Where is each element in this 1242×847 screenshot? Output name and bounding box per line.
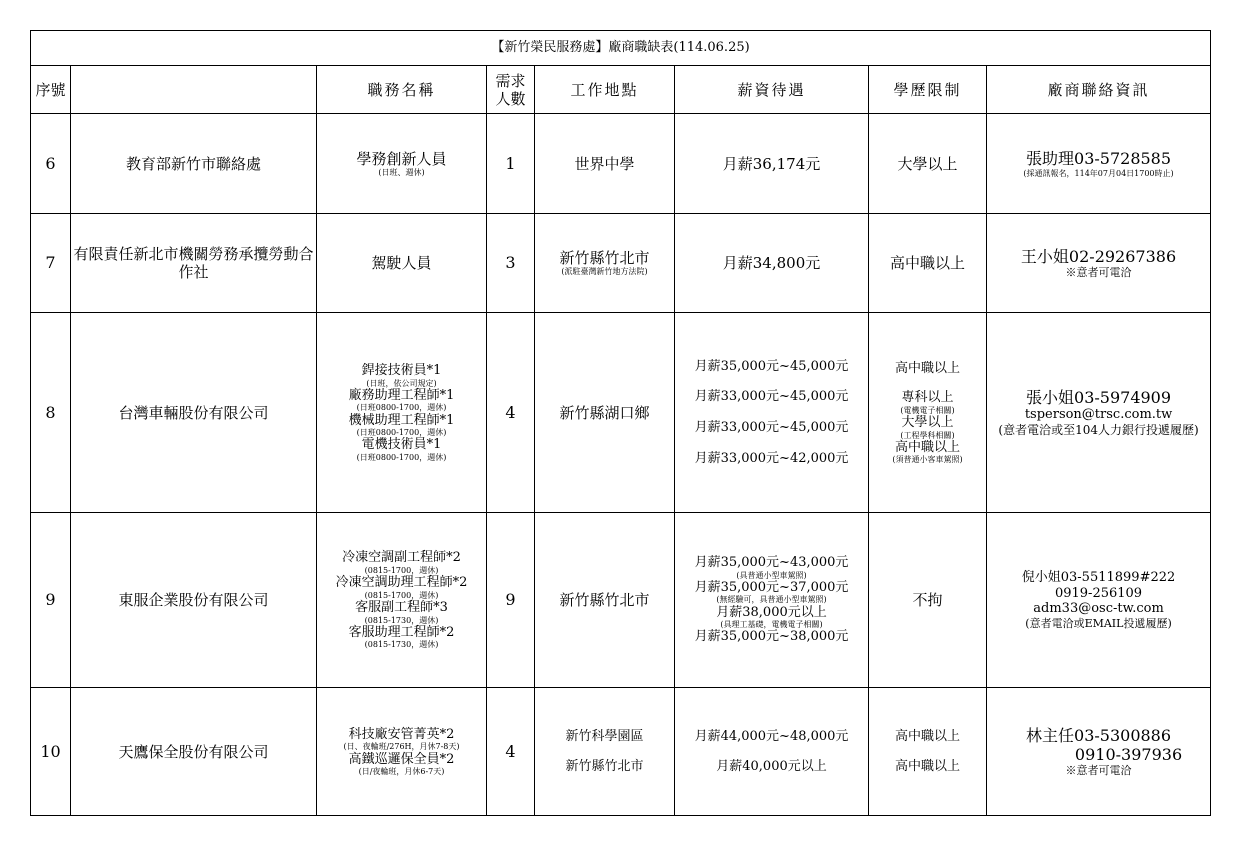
company-name: 台灣車輛股份有限公司 xyxy=(71,313,317,513)
contact-note: (採通訊報名，114年07月04日1700時止) xyxy=(1023,168,1174,178)
headcount: 4 xyxy=(487,688,535,816)
contact-phone: 0910-397936 xyxy=(1074,744,1183,764)
contact-phone: 0919-256109 xyxy=(1054,585,1143,601)
job-note: (日/夜輪班，月休6-7天) xyxy=(358,767,445,777)
salary: 月薪35,000元~45,000元 xyxy=(694,358,849,374)
header-index: 序號 xyxy=(31,66,71,114)
table-row xyxy=(31,688,1211,816)
contact-email: tsperson@trsc.com.tw xyxy=(1024,407,1173,423)
education: 大學以上 xyxy=(901,414,954,430)
salary-note: (無經驗可，具普通小型車駕照) xyxy=(716,595,827,605)
education: 高中職以上 xyxy=(894,360,960,376)
education-note: (電機電子相關) xyxy=(900,405,955,415)
salary-note: (具理工基礎，電機電子相關) xyxy=(720,620,823,630)
company-name: 有限責任新北市機關勞務承攬勞動合作社 xyxy=(71,214,317,313)
contact-note: (意者電洽或EMAIL投遞履歷) xyxy=(1025,616,1172,630)
headcount: 1 xyxy=(487,114,535,214)
job-note: (0815-1730，週休) xyxy=(364,615,439,625)
contact-cell xyxy=(987,214,1211,313)
job-vacancy-table xyxy=(30,30,1211,816)
table-row xyxy=(31,513,1211,688)
location-note: (派駐臺灣新竹地方法院) xyxy=(561,267,648,277)
salary: 月薪35,000元~38,000元 xyxy=(694,629,849,645)
job-title: 冷凍空調副工程師*2 xyxy=(342,550,461,566)
salary-cell xyxy=(675,313,869,513)
education-cell xyxy=(869,313,987,513)
contact-main: 倪小姐03-5511899#222 xyxy=(1021,570,1176,586)
job-cell xyxy=(317,688,487,816)
headcount: 4 xyxy=(487,313,535,513)
table-title: 【新竹榮民服務處】廠商職缺表(114.06.25) xyxy=(31,31,1211,66)
salary-cell xyxy=(675,688,869,816)
location-cell xyxy=(535,688,675,816)
company-name: 天鷹保全股份有限公司 xyxy=(71,688,317,816)
table-row xyxy=(31,313,1211,513)
job-note: (日班，依公司規定) xyxy=(366,378,437,388)
job-note: (日班0800-1700，週休) xyxy=(356,428,447,438)
company-name: 教育部新竹市聯絡處 xyxy=(71,114,317,214)
job-cell xyxy=(317,513,487,688)
job-cell xyxy=(317,313,487,513)
row-index: 7 xyxy=(31,214,71,313)
job-title: 電機技術員*1 xyxy=(361,437,442,453)
salary: 月薪33,000元~45,000元 xyxy=(694,420,849,435)
row-index: 9 xyxy=(31,513,71,688)
education: 大學以上 xyxy=(869,114,987,214)
contact-cell xyxy=(987,114,1211,214)
headcount: 3 xyxy=(487,214,535,313)
job-note: (0815-1730，週休) xyxy=(364,640,439,650)
work-location: 新竹科學園區 xyxy=(565,728,644,744)
salary: 月薪33,000元~45,000元 xyxy=(694,389,849,405)
row-index: 8 xyxy=(31,313,71,513)
job-note: (日、夜輪班/276H，月休7-8天) xyxy=(343,742,460,752)
location-cell xyxy=(535,214,675,313)
job-title: 學務創新人員 xyxy=(356,149,447,168)
work-location: 新竹縣竹北市 xyxy=(535,513,675,688)
job-cell xyxy=(317,114,487,214)
job-title: 機械助理工程師*1 xyxy=(348,412,455,428)
header-company xyxy=(71,66,317,114)
education-cell xyxy=(869,688,987,816)
contact-note: (意者電洽或至104人力銀行投遞履歷) xyxy=(998,422,1199,437)
job-title: 冷凍空調助理工程師*2 xyxy=(335,575,468,591)
job-note: (0815-1700，週休) xyxy=(364,566,439,576)
education-note: (工程學科相關) xyxy=(900,430,955,440)
job-title: 客服副工程師*3 xyxy=(355,600,448,615)
job-title: 駕駛人員 xyxy=(317,214,487,313)
education: 專科以上 xyxy=(901,390,954,406)
job-note: (0815-1700，週休) xyxy=(364,590,439,600)
education: 高中職以上 xyxy=(869,214,987,313)
headcount: 9 xyxy=(487,513,535,688)
contact-cell xyxy=(987,313,1211,513)
work-location: 新竹縣湖口鄉 xyxy=(535,313,675,513)
education: 不拘 xyxy=(869,513,987,688)
job-title: 科技廠安管菁英*2 xyxy=(348,726,455,742)
header-salary: 薪資待遇 xyxy=(675,66,869,114)
salary: 月薪38,000元以上 xyxy=(716,604,827,620)
contact-main: 張小姐03-5974909 xyxy=(1026,387,1172,407)
header-education: 學歷限制 xyxy=(869,66,987,114)
salary: 月薪35,000元~43,000元 xyxy=(694,555,849,571)
contact-main: 林主任03-5300886 xyxy=(1026,725,1172,745)
job-title: 客服助理工程師*2 xyxy=(348,624,455,640)
job-note: (日班0800-1700，週休) xyxy=(356,452,447,462)
work-location: 新竹縣竹北市 xyxy=(559,249,650,268)
company-name: 東服企業股份有限公司 xyxy=(71,513,317,688)
header-location: 工作地點 xyxy=(535,66,675,114)
row-index: 6 xyxy=(31,114,71,214)
education: 高中職以上 xyxy=(894,758,960,774)
contact-main: 王小姐02-29267386 xyxy=(1020,246,1177,266)
salary-cell xyxy=(675,513,869,688)
contact-main: 張助理03-5728585 xyxy=(1026,149,1172,169)
header-contact: 廠商聯絡資訊 xyxy=(987,66,1211,114)
table-row xyxy=(31,114,1211,214)
job-title: 高鐵巡邏保全員*2 xyxy=(348,751,455,767)
salary-note: (具普通小型車駕照) xyxy=(736,570,807,580)
contact-cell xyxy=(987,688,1211,816)
contact-note: ※意者可電洽 xyxy=(1065,266,1132,279)
row-index: 10 xyxy=(31,688,71,816)
work-location: 世界中學 xyxy=(535,114,675,214)
job-note: (日班、週休) xyxy=(378,167,425,177)
contact-note: ※意者可電洽 xyxy=(1065,764,1132,778)
job-title: 銲接技術員*1 xyxy=(361,362,442,378)
salary: 月薪36,174元 xyxy=(675,114,869,214)
education-note: (須普通小客車駕照) xyxy=(892,455,963,465)
job-note: (日班0800-1700，週休) xyxy=(356,403,447,413)
salary: 月薪40,000元以上 xyxy=(716,758,827,774)
education: 高中職以上 xyxy=(894,439,960,455)
header-job: 職務名稱 xyxy=(317,66,487,114)
header-count: 需求人數 xyxy=(487,66,535,114)
salary: 月薪33,000元~42,000元 xyxy=(694,450,849,466)
salary: 月薪44,000元~48,000元 xyxy=(694,728,849,744)
salary: 月薪34,800元 xyxy=(675,214,869,313)
contact-cell xyxy=(987,513,1211,688)
job-title: 廠務助理工程師*1 xyxy=(348,387,455,403)
contact-email: adm33@osc-tw.com xyxy=(1033,601,1164,617)
salary: 月薪35,000元~37,000元 xyxy=(694,579,849,595)
education: 高中職以上 xyxy=(894,728,960,744)
work-location: 新竹縣竹北市 xyxy=(565,758,644,774)
table-row xyxy=(31,214,1211,313)
